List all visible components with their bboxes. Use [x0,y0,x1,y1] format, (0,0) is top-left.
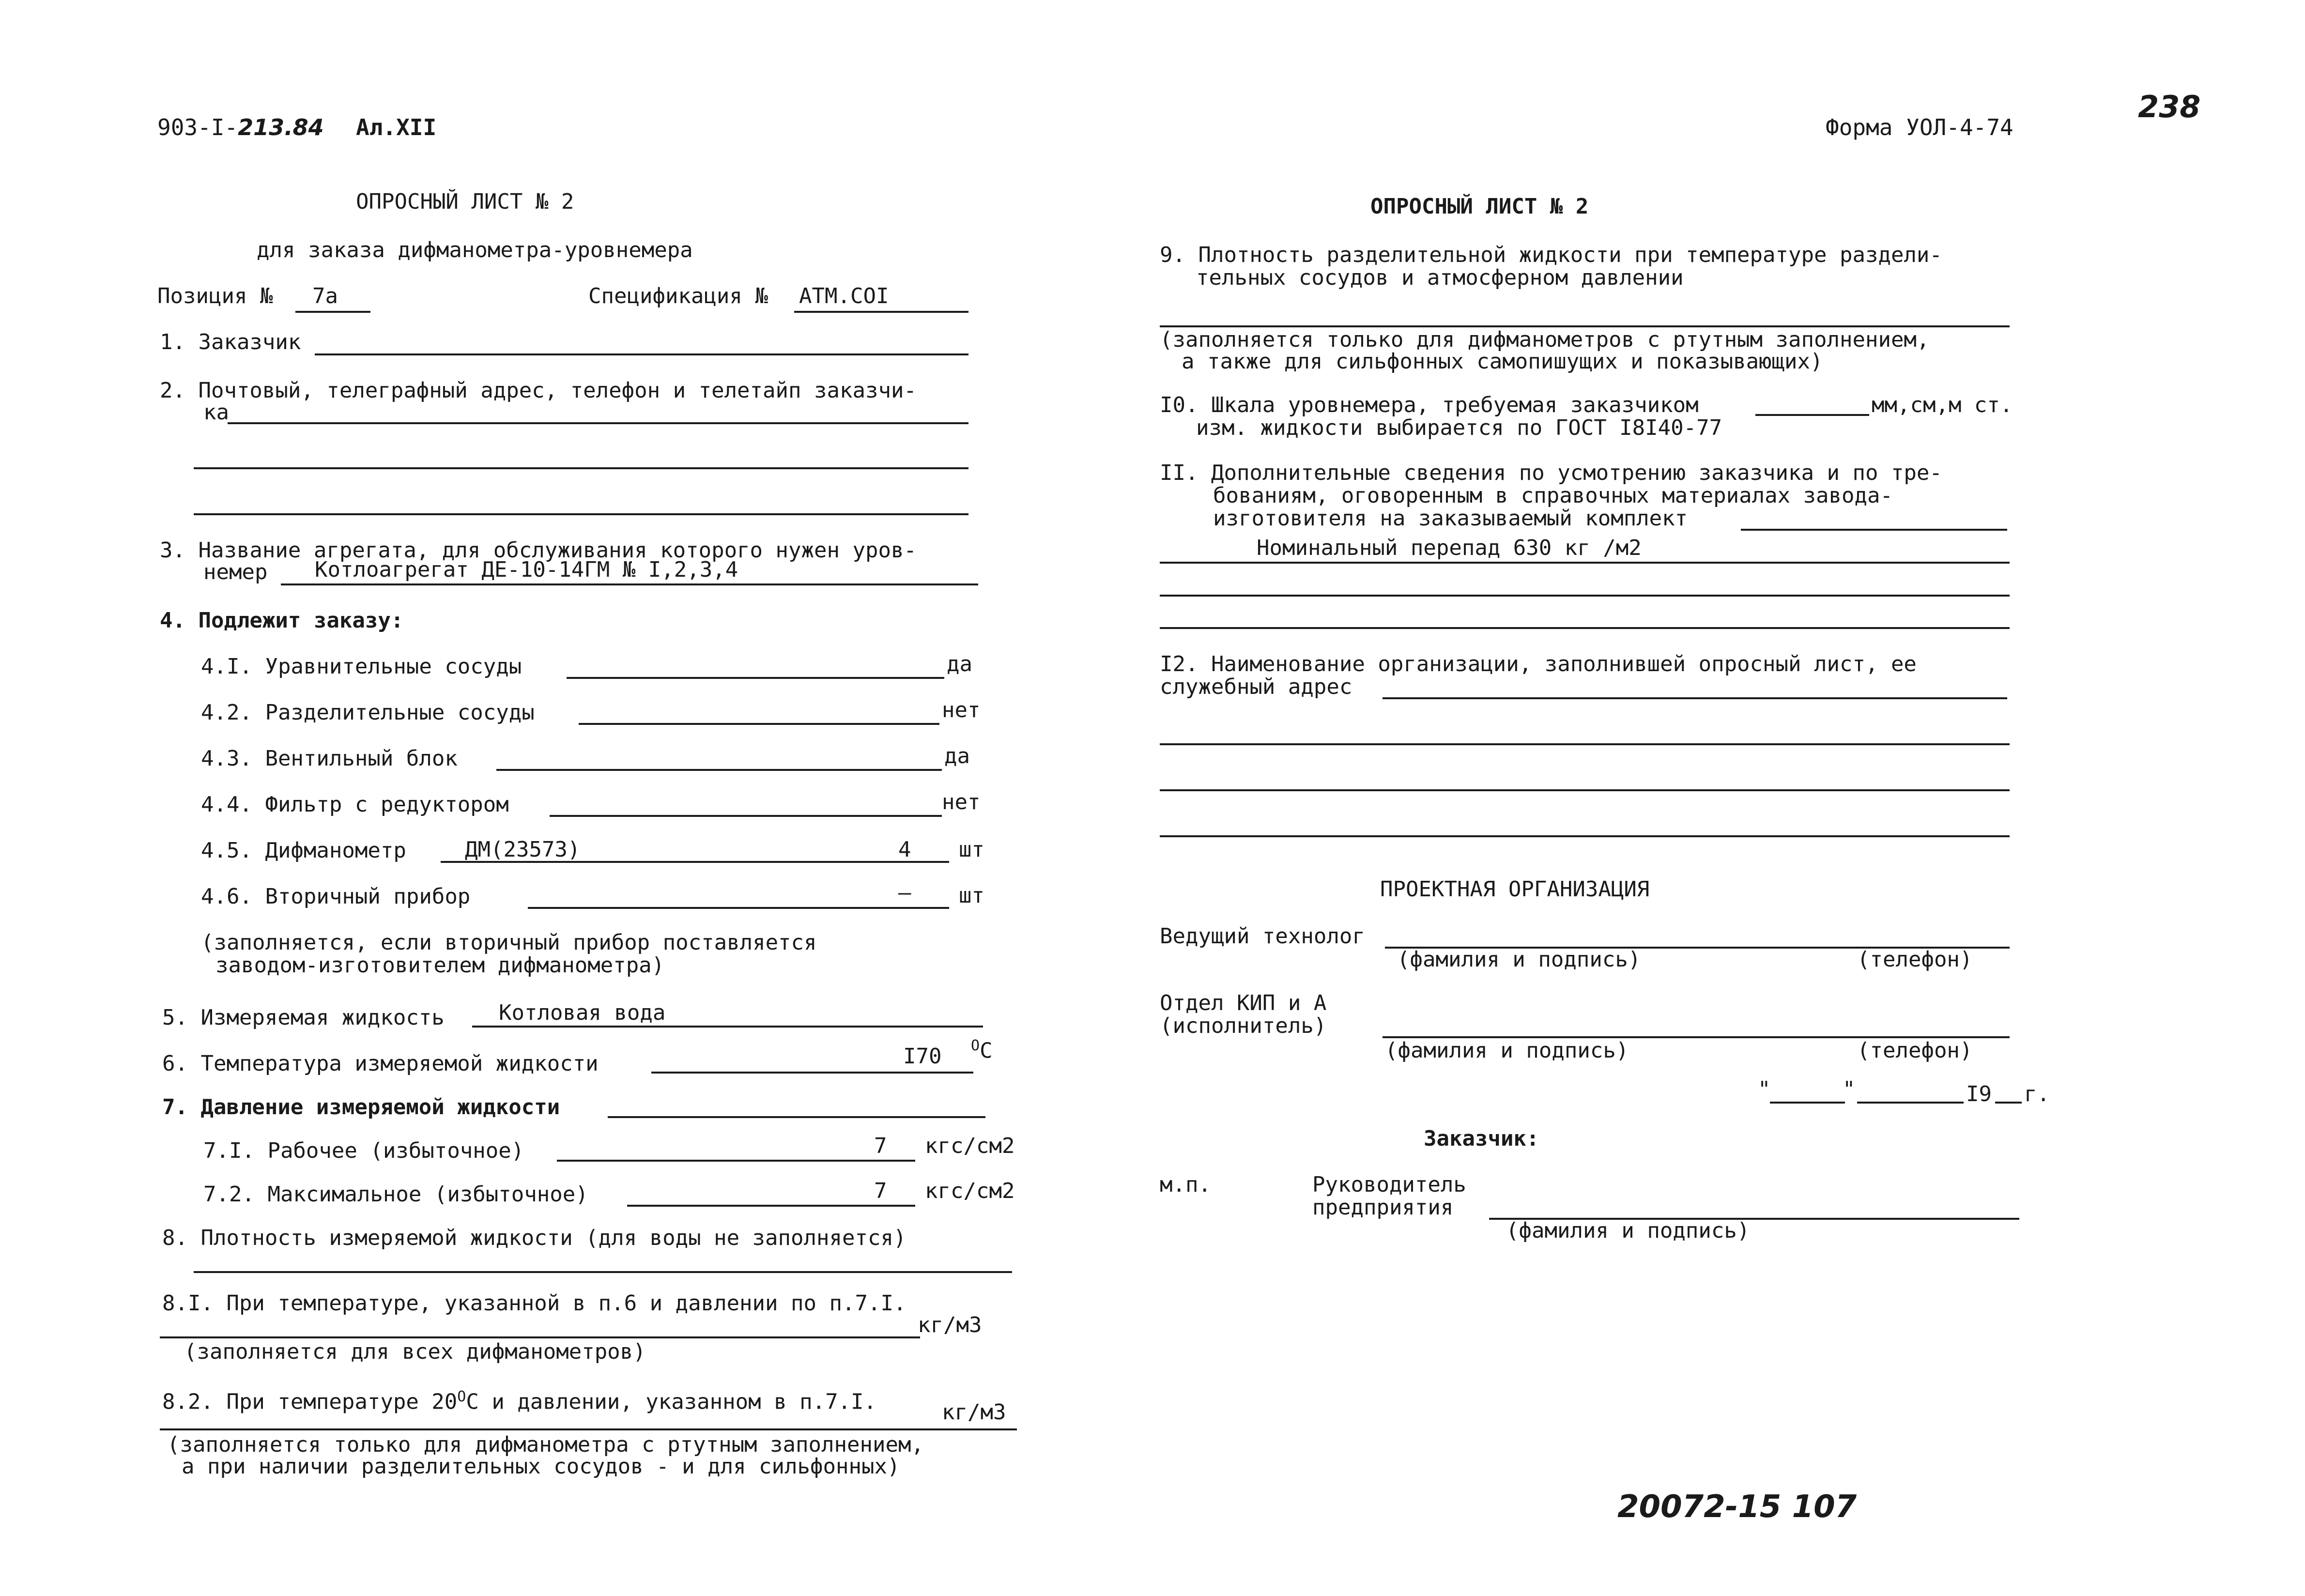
item-11-line-c [1160,595,2010,597]
doc-code-handwritten: 213.84 [238,114,324,140]
spec-line [794,311,968,313]
item-8-1-line [160,1336,920,1338]
project-org-heading: ПРОЕКТНАЯ ОРГАНИЗАЦИЯ [1380,877,1650,902]
item-11-line-d [1160,627,2010,629]
item-12-line-a [1383,697,2007,699]
item-11-line3: изготовителя на заказываемый комплект [1213,506,1688,531]
position-value: 7а [312,284,338,308]
item-4-5-qty: 4 [898,837,911,862]
item-4-2-value: нет [942,698,981,722]
lead-phone-caption: (телефон) [1857,947,1973,972]
note-8-2-line1: (заполняется только для дифманометра с ртутным заполнением, [167,1432,924,1457]
item-8-2-pre: 8.2. При температуре 20 [162,1389,458,1414]
doc-code-prefix: 903-I- [157,114,238,140]
dept-sign-caption: (фамилия и подпись) [1385,1038,1629,1063]
item-1-line [315,353,968,355]
item-7-line [608,1116,985,1118]
item-4-6-qty: – [898,880,911,905]
item-2-line-c [194,513,968,515]
item-4-1-line [567,677,944,679]
item-9-line2: тельных сосудов и атмосферном давлении [1196,265,1684,290]
left-title: ОПРОСНЫЙ ЛИСТ № 2 [356,189,574,214]
date-year: I9 [1966,1082,1992,1106]
item-6-label: 6. Температура измеряемой жидкости [162,1051,599,1076]
item-7-1-line [557,1160,915,1162]
item-12-line1: I2. Наименование организации, заполнившей опросный лист, ее [1160,652,1917,676]
note-4-6-line2: заводом-изготовителем дифманометра) [215,953,665,978]
head-line1: Руководитель [1312,1172,1466,1197]
item-5-value: Котловая вода [499,1000,666,1025]
date-quote-open: " [1758,1077,1771,1102]
date-day-line [1770,1102,1845,1104]
item-7-2-value: 7 [874,1179,887,1203]
item-8: 8. Плотность измеряемой жидкости (для воды не заполняется) [162,1226,907,1250]
item-11-line1: II. Дополнительные сведения по усмотрению заказчика и по тре- [1160,460,1942,485]
item-4-5-unit: шт [959,837,984,862]
item-4-5-value: ДМ(23573) [465,837,581,862]
lead-sign-caption: (фамилия и подпись) [1397,947,1641,972]
handwritten-archive-number: 20072-15 107 [1617,1489,1857,1525]
stamp-place: м.п. [1160,1172,1211,1197]
note-8-1: (заполняется для всех дифманометров) [184,1339,646,1364]
note-8-2-line2: а при наличии разделительных сосудов - и для сильфонных) [182,1454,900,1479]
dept-phone-caption: (телефон) [1857,1038,1973,1063]
degree-sign: О [971,1037,980,1054]
lead-technologist-label: Ведущий технолог [1160,924,1365,949]
item-8-2 [162,1390,876,1413]
left-subtitle: для заказа дифманометра-уровнемера [257,238,693,262]
item-8-2-line [160,1428,1017,1430]
item-4-6-line [528,907,949,909]
item-4-heading: 4. Подлежит заказу: [160,608,404,633]
item-8-2-post: С и давлении, указанном в п.7.I. [466,1389,877,1414]
item-4-6-label: 4.6. Вторичный прибор [201,884,471,909]
item-3-line1: 3. Название агрегата, для обслуживания которого нужен уров- [160,538,917,563]
item-3-line [281,583,978,585]
item-12-line-c [1160,789,2010,791]
spec-label: Спецификация № [588,284,768,308]
item-4-3-line [496,769,942,771]
item-11-line-a [1741,529,2007,531]
form-code: Форма УОЛ-4-74 [1826,114,2013,140]
head-sign-caption: (фамилия и подпись) [1506,1218,1750,1243]
item-8-2-unit: кг/м3 [942,1400,1006,1425]
item-3-line2: немер [203,560,268,584]
item-9-line1: 9. Плотность разделительной жидкости при температуре раздели- [1160,243,1942,267]
position-line [295,311,370,313]
item-12-line-b [1160,743,2010,745]
album-number: Ал.XII [356,114,437,140]
item-8-1-unit: кг/м3 [918,1313,982,1337]
page-number: 238 [2138,89,2201,124]
item-5-line [472,1026,983,1028]
date-year-line [1995,1102,2022,1104]
dept-line2: (исполнитель) [1160,1013,1327,1038]
item-4-1-value: да [947,652,972,676]
item-11-line-b [1160,562,2010,564]
item-6-unit [971,1039,993,1062]
item-7-1-label: 7.I. Рабочее (избыточное) [203,1138,524,1163]
item-7-1-unit: кгс/см2 [925,1134,1015,1158]
doc-code [157,116,324,138]
item-4-4-label: 4.4. Фильтр с редуктором [201,792,509,817]
celsius: С [980,1038,993,1063]
head-line2: предприятия [1312,1195,1454,1220]
date-g: г. [2024,1082,2050,1106]
item-10-line2: изм. жидкости выбирается по ГОСТ I8I40-77 [1196,415,1722,440]
date-month-line [1857,1102,1964,1104]
item-4-5-label: 4.5. Дифманометр [201,838,406,863]
item-4-4-line [550,815,942,817]
item-3-value: Котлоагрегат ДЕ-10-14ГМ № I,2,3,4 [315,557,738,582]
item-11-line2: бованиям, оговоренным в справочных материалах завода- [1213,483,1893,508]
item-8-1: 8.I. При температуре, указанной в п.6 и давлении по п.7.I. [162,1291,907,1316]
item-4-1-label: 4.I. Уравнительные сосуды [201,654,522,679]
note-9-line1: (заполняется только для дифманометров с ртутным заполнением, [1160,327,1930,352]
item-4-3-label: 4.3. Вентильный блок [201,746,458,771]
customer-heading: Заказчик: [1424,1126,1539,1151]
item-10-line [1755,414,1869,416]
item-6-value: I70 [903,1044,942,1069]
item-11-value: Номинальный перепад 630 кг /м2 [1257,536,1642,560]
item-7-label: 7. Давление измеряемой жидкости [162,1095,560,1120]
item-4-5-line [441,861,949,863]
position-label: Позиция № [157,284,273,308]
dept-line1: Отдел КИП и А [1160,991,1327,1015]
item-4-4-value: нет [942,790,981,814]
item-4-3-value: да [944,744,970,768]
item-2-line-b [194,467,968,469]
item-6-line [651,1072,973,1074]
item-12-line-d [1160,835,2010,837]
note-4-6-line1: (заполняется, если вторичный прибор поставляется [201,930,817,955]
date-quote-close: " [1843,1077,1856,1102]
right-title: ОПРОСНЫЙ ЛИСТ № 2 [1370,194,1589,219]
item-1-customer: 1. Заказчик [160,330,301,354]
spec-value: АТМ.СОI [799,284,889,308]
item-7-2-unit: кгс/см2 [925,1179,1015,1203]
item-4-6-unit: шт [959,883,984,908]
item-5-label: 5. Измеряемая жидкость [162,1005,445,1030]
item-7-2-label: 7.2. Максимальное (избыточное) [203,1182,588,1207]
item-7-1-value: 7 [874,1134,887,1158]
item-4-2-label: 4.2. Разделительные сосуды [201,700,535,725]
item-7-2-line [627,1205,915,1207]
item-10-units: мм,см,м ст. [1872,393,2013,417]
item-2-line1: 2. Почтовый, телеграфный адрес, телефон и телетайп заказчи- [160,378,917,403]
item-2-line2: ка [203,400,229,425]
note-9-line2: а также для сильфонных самопишущих и показывающих) [1182,349,1823,374]
item-10-line1: I0. Шкала уровнемера, требуемая заказчиком [1160,393,1699,417]
item-4-2-line [579,723,939,725]
item-8-2-degree: О [457,1388,466,1405]
item-2-line-a [228,422,968,424]
item-8-line [194,1271,1012,1273]
item-12-line2: служебный адрес [1160,675,1352,699]
